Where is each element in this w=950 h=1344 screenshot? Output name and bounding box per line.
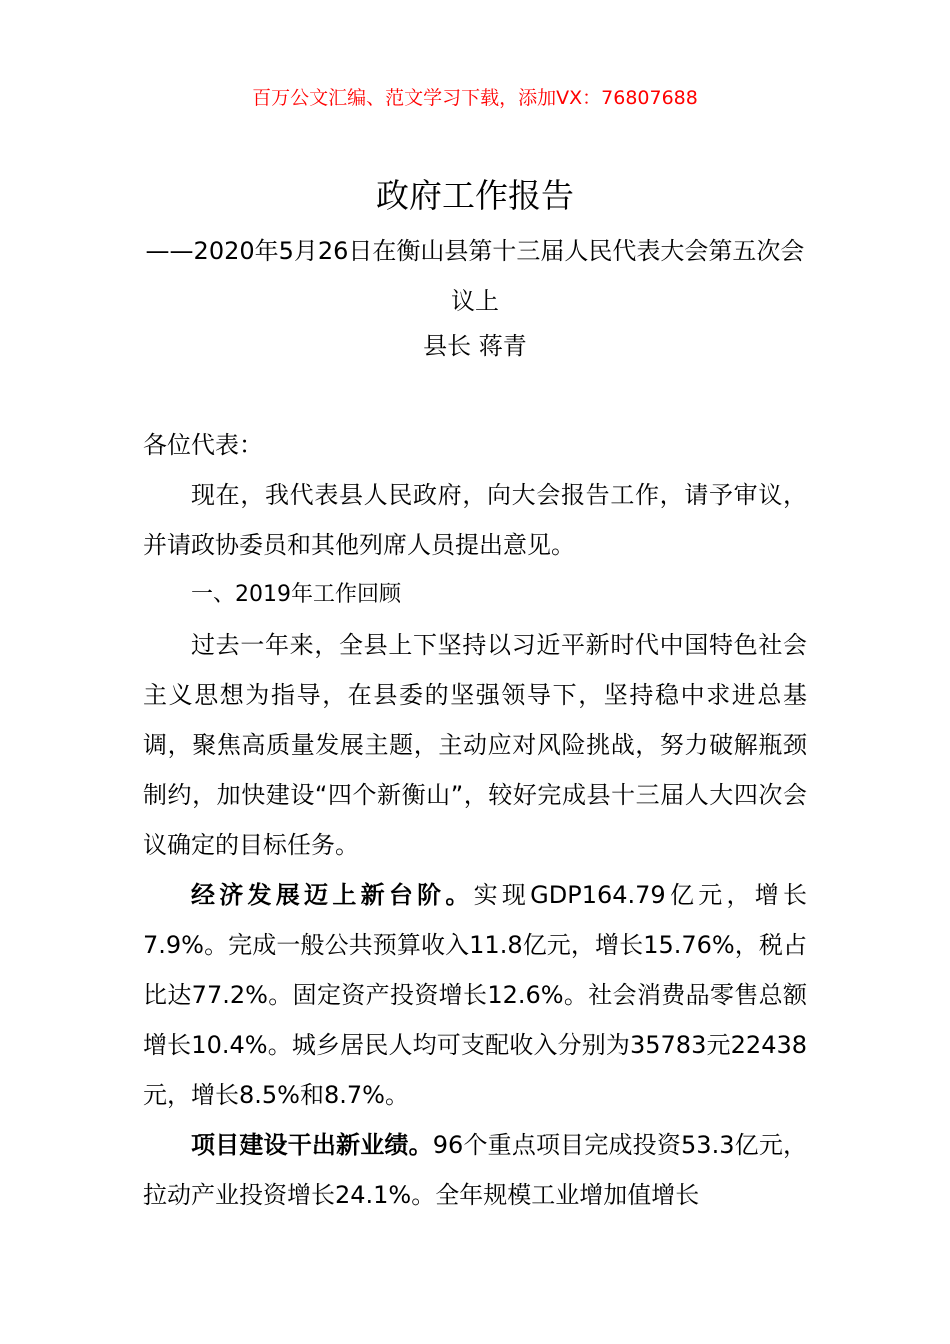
overview-paragraph: 过去一年来，全县上下坚持以习近平新时代中国特色社会主义思想为指导，在县委的坚强领导下，坚持稳中求进总基调，聚焦高质量发展主题，主动应对风险挑战，努力破解瓶颈制约，加快建设“四个新衡山”，较好完成县十三届人大四次会议确定的目标任务。 (143, 631, 807, 859)
document-subtitle: ——2020年5月26日在衡山县第十三届人民代表大会第五次会议上 (145, 237, 805, 315)
projects-text: 96个重点项目完成投资53.3亿元，拉动产业投资增长24.1%。全年规模工业增加值增长 (143, 1131, 807, 1209)
header-watermark-note: 百万公文汇编、范文学习下载，添加VX：76807688 (252, 87, 698, 109)
document-author: 县长 蒋青 (423, 332, 527, 360)
economy-paragraph (143, 870, 807, 1120)
economy-text: 实现GDP164.79亿元，增长7.9%。完成一般公共预算收入11.8亿元，增长15.76%，税占比达77.2%。固定资产投资增长12.6%。社会消费品零售总额增长10.4%。城乡居民人均可支配收入分别为35783元22438元，增长8.5%和8.7%。 (143, 881, 808, 1109)
section-heading: 一、2019年工作回顾 (191, 582, 401, 607)
intro-paragraph: 现在，我代表县人民政府，向大会报告工作，请予审议，并请政协委员和其他列席人员提出意见。 (143, 481, 807, 559)
projects-lead: 项目建设干出新业绩。 (191, 1131, 433, 1159)
projects-paragraph (143, 1120, 807, 1220)
salutation: 各位代表： (143, 431, 263, 459)
document-title: 政府工作报告 (376, 176, 574, 215)
document-body (143, 420, 807, 1220)
economy-lead: 经济发展迈上新台阶。 (191, 881, 474, 909)
